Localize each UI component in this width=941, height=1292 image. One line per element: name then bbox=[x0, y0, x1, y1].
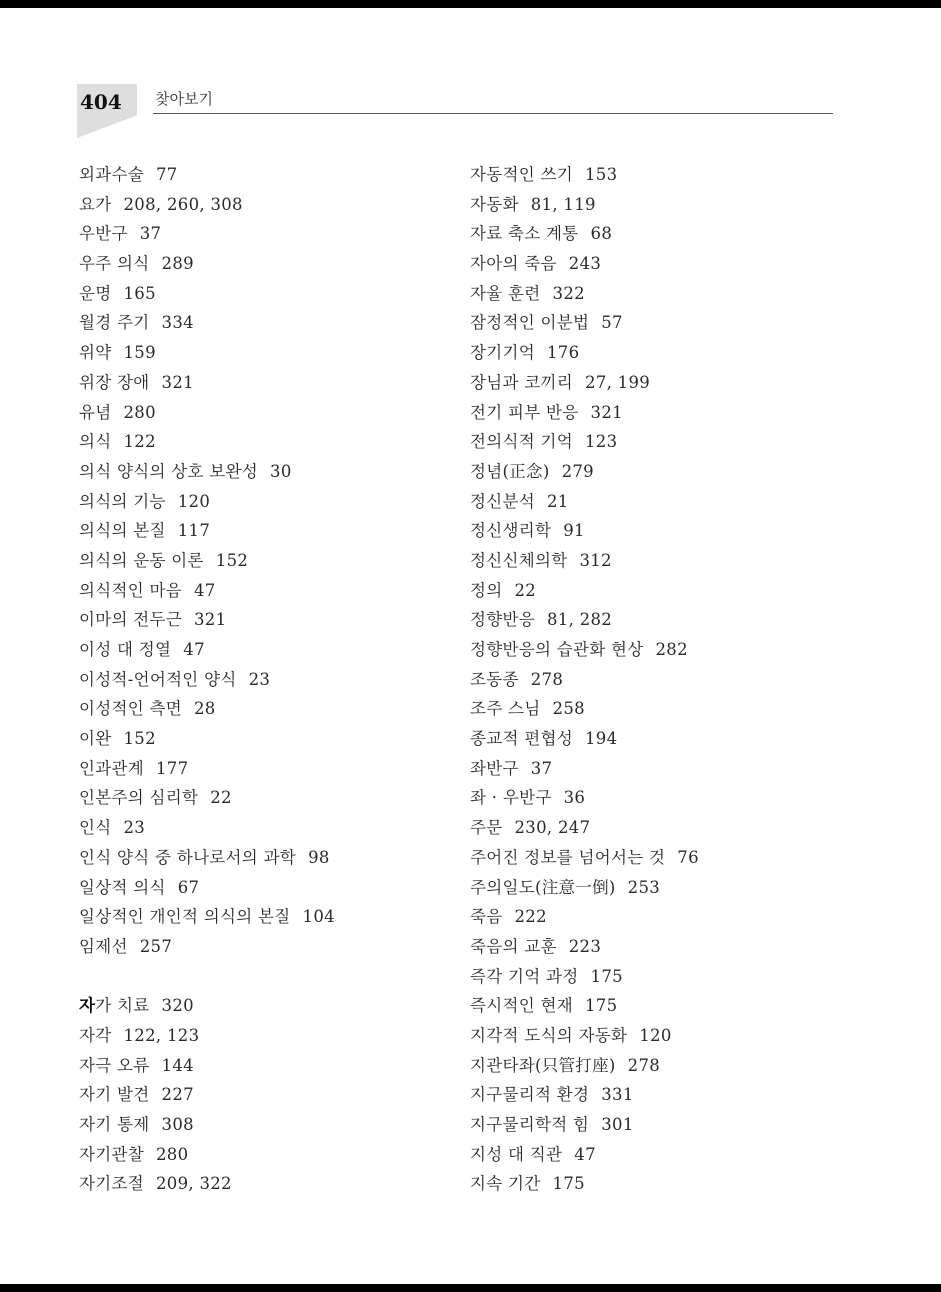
index-entry bbox=[470, 991, 699, 1021]
index-term: 즉시적인 현재 bbox=[470, 996, 573, 1016]
index-pages: 81, 282 bbox=[546, 610, 613, 630]
index-pages: 227 bbox=[161, 1085, 194, 1105]
index-pages: 77 bbox=[155, 165, 178, 184]
index-entry bbox=[79, 516, 335, 546]
index-pages: 23 bbox=[123, 818, 146, 838]
index-pages: 165 bbox=[123, 283, 156, 303]
index-term: 의식 양식의 상호 보완성 bbox=[79, 461, 259, 481]
index-entry bbox=[470, 843, 699, 873]
index-term: 지각적 도식의 자동화 bbox=[470, 1025, 628, 1045]
index-entry bbox=[79, 487, 335, 517]
index-pages: 282 bbox=[655, 640, 688, 659]
index-entry bbox=[79, 1169, 335, 1199]
index-term: 조주 스님 bbox=[470, 699, 541, 719]
index-entry bbox=[79, 457, 335, 487]
index-entry bbox=[470, 962, 699, 992]
index-term: 의식의 기능 bbox=[79, 491, 166, 511]
index-entry bbox=[79, 308, 335, 338]
index-pages: 30 bbox=[270, 461, 292, 481]
index-pages: 37 bbox=[530, 758, 553, 778]
index-pages: 47 bbox=[574, 1144, 596, 1164]
index-term: 자동적인 쓰기 bbox=[470, 165, 573, 184]
index-pages: 175 bbox=[584, 996, 618, 1016]
index-term: 정신분석 bbox=[470, 491, 535, 511]
index-pages: 280 bbox=[123, 402, 156, 422]
section-lead-char: 자 bbox=[79, 996, 96, 1016]
index-entry bbox=[470, 487, 699, 517]
index-term: 위장 장애 bbox=[79, 372, 150, 392]
index-term: 자기 발견 bbox=[79, 1085, 150, 1105]
index-entry bbox=[79, 813, 335, 843]
index-term: 죽음의 교훈 bbox=[470, 936, 557, 956]
index-pages: 175 bbox=[590, 966, 623, 986]
index-entry bbox=[470, 873, 699, 903]
index-pages: 258 bbox=[552, 699, 585, 719]
index-pages: 331 bbox=[601, 1085, 634, 1105]
bottom-border-bar bbox=[0, 1284, 941, 1292]
index-list-right bbox=[470, 160, 699, 1199]
index-term: 주문 bbox=[470, 818, 503, 838]
index-entry bbox=[470, 1080, 699, 1110]
index-pages: 321 bbox=[590, 402, 623, 422]
index-pages: 153 bbox=[584, 165, 618, 184]
index-term: 지관타좌(只管打座) bbox=[470, 1055, 616, 1075]
index-entry bbox=[470, 160, 699, 190]
index-term: 이완 bbox=[79, 729, 112, 749]
index-entry bbox=[470, 279, 699, 309]
index-entry bbox=[79, 1051, 335, 1081]
index-pages: 230, 247 bbox=[514, 818, 591, 838]
index-term: 자아의 죽음 bbox=[470, 254, 557, 274]
section-spacer bbox=[79, 962, 335, 992]
index-term: 유념 bbox=[79, 402, 112, 422]
index-pages: 104 bbox=[302, 907, 335, 927]
index-entry bbox=[470, 368, 699, 398]
index-entry bbox=[79, 1080, 335, 1110]
index-pages: 120 bbox=[639, 1025, 672, 1045]
index-pages: 278 bbox=[627, 1055, 661, 1075]
index-term: 자기조절 bbox=[79, 1174, 144, 1194]
index-entry bbox=[470, 724, 699, 754]
index-pages: 122 bbox=[123, 432, 156, 452]
index-term: 전기 피부 반응 bbox=[470, 402, 579, 422]
index-pages: 57 bbox=[601, 313, 623, 333]
index-term: 전의식적 기억 bbox=[470, 432, 573, 452]
index-pages: 27, 199 bbox=[584, 372, 651, 392]
index-pages: 222 bbox=[514, 907, 547, 927]
index-term: 지속 기간 bbox=[470, 1174, 541, 1194]
index-pages: 289 bbox=[161, 254, 194, 274]
index-entry bbox=[79, 160, 335, 190]
index-entry bbox=[470, 1169, 699, 1199]
index-entry bbox=[470, 813, 699, 843]
index-entry bbox=[79, 219, 335, 249]
index-entry bbox=[79, 843, 335, 873]
index-entry bbox=[470, 932, 699, 962]
index-pages: 278 bbox=[530, 669, 564, 689]
index-pages: 223 bbox=[568, 936, 602, 956]
index-pages: 176 bbox=[546, 343, 580, 363]
index-pages: 175 bbox=[552, 1174, 585, 1194]
index-pages: 321 bbox=[193, 610, 227, 630]
index-pages: 21 bbox=[546, 491, 569, 511]
index-pages: 280 bbox=[155, 1144, 189, 1164]
index-pages: 22 bbox=[514, 580, 537, 600]
section-title: 찾아보기 bbox=[155, 90, 213, 108]
index-pages: 279 bbox=[561, 461, 594, 481]
index-pages: 312 bbox=[579, 550, 612, 570]
index-entry bbox=[79, 1021, 335, 1051]
index-term: 조동종 bbox=[470, 669, 519, 689]
index-entry bbox=[470, 605, 699, 635]
header-rule bbox=[153, 113, 833, 114]
index-term: 인본주의 심리학 bbox=[79, 788, 199, 808]
index-entry bbox=[79, 902, 335, 932]
index-term: 종교적 편협성 bbox=[470, 729, 573, 749]
index-term: 이마의 전두근 bbox=[79, 610, 182, 630]
index-entry bbox=[79, 694, 335, 724]
index-pages: 144 bbox=[161, 1055, 194, 1075]
index-term: 인식 bbox=[79, 818, 112, 838]
index-entry bbox=[79, 249, 335, 279]
index-term: 정신생리학 bbox=[470, 521, 552, 541]
index-entry bbox=[470, 308, 699, 338]
index-pages: 122, 123 bbox=[123, 1025, 200, 1045]
index-term: 지성 대 직관 bbox=[470, 1144, 563, 1164]
index-entry bbox=[470, 516, 699, 546]
index-entry bbox=[470, 665, 699, 695]
index-term: 좌반구 bbox=[470, 758, 519, 778]
index-term: 위약 bbox=[79, 343, 112, 363]
index-term: 자각 bbox=[79, 1025, 112, 1045]
index-pages: 152 bbox=[215, 550, 249, 570]
index-term: 이성적인 측면 bbox=[79, 699, 182, 719]
index-entry bbox=[79, 665, 335, 695]
index-pages: 81, 119 bbox=[530, 194, 596, 214]
index-entry bbox=[470, 398, 699, 428]
index-term: 인식 양식 중 하나로서의 과학 bbox=[79, 847, 297, 867]
index-entry bbox=[79, 605, 335, 635]
index-pages: 334 bbox=[161, 313, 194, 333]
index-entry bbox=[470, 754, 699, 784]
index-entry bbox=[470, 457, 699, 487]
index-pages: 120 bbox=[177, 491, 211, 511]
index-term: 자율 훈련 bbox=[470, 283, 541, 303]
index-pages: 91 bbox=[563, 521, 585, 541]
index-entry bbox=[470, 427, 699, 457]
index-term: 정의 bbox=[470, 580, 503, 600]
index-term: 장님과 코끼리 bbox=[470, 372, 573, 392]
index-pages: 98 bbox=[308, 847, 330, 867]
index-entry bbox=[79, 754, 335, 784]
index-term: 자기 통제 bbox=[79, 1115, 150, 1134]
index-pages: 67 bbox=[177, 877, 200, 897]
index-entry bbox=[79, 368, 335, 398]
index-term: 임제선 bbox=[79, 936, 128, 956]
index-pages: 194 bbox=[584, 729, 618, 749]
index-term: 일상적인 개인적 의식의 본질 bbox=[79, 907, 291, 927]
index-entry bbox=[470, 635, 699, 665]
index-pages: 37 bbox=[139, 224, 162, 244]
index-pages: 253 bbox=[627, 877, 661, 897]
index-pages: 177 bbox=[155, 758, 189, 778]
index-entry bbox=[470, 190, 699, 220]
index-entry bbox=[470, 338, 699, 368]
index-term: 정신신체의학 bbox=[470, 550, 568, 570]
index-entry bbox=[470, 694, 699, 724]
index-pages: 22 bbox=[210, 788, 232, 808]
index-entry bbox=[470, 249, 699, 279]
index-entry bbox=[79, 873, 335, 903]
index-term: 의식적인 마음 bbox=[79, 580, 182, 600]
index-term: 의식의 운동 이론 bbox=[79, 550, 204, 570]
index-term: 일상적 의식 bbox=[79, 877, 166, 897]
index-term: 주의일도(注意一倒) bbox=[470, 877, 616, 897]
index-term: 우주 의식 bbox=[79, 254, 150, 274]
index-term: 이성적-언어적인 양식 bbox=[79, 669, 237, 689]
index-column-right bbox=[470, 160, 699, 1199]
index-term: 자료 축소 계통 bbox=[470, 224, 579, 244]
index-entry bbox=[79, 724, 335, 754]
index-entry bbox=[470, 546, 699, 576]
index-term: 운명 bbox=[79, 283, 112, 303]
index-term-rest: 가 치료 bbox=[95, 996, 150, 1016]
index-pages: 47 bbox=[183, 640, 205, 659]
index-term: 우반구 bbox=[79, 224, 128, 244]
index-pages: 28 bbox=[193, 699, 216, 719]
index-entry bbox=[470, 1021, 699, 1051]
index-entry bbox=[79, 783, 335, 813]
index-pages: 321 bbox=[161, 372, 194, 392]
index-list-left-ja bbox=[79, 1021, 335, 1199]
index-entry bbox=[470, 902, 699, 932]
index-entry bbox=[79, 427, 335, 457]
index-entry bbox=[79, 576, 335, 606]
index-term: 요가 bbox=[79, 194, 112, 214]
index-term: 자동화 bbox=[470, 194, 519, 214]
index-term: 정향반응의 습관화 현상 bbox=[470, 640, 644, 659]
index-column-left bbox=[79, 160, 335, 1199]
index-term: 이성 대 정열 bbox=[79, 640, 172, 659]
index-term: 외과수술 bbox=[79, 165, 144, 184]
page-header bbox=[77, 84, 833, 144]
index-entry bbox=[79, 546, 335, 576]
index-entry bbox=[79, 635, 335, 665]
top-border-bar bbox=[0, 0, 941, 8]
index-entry bbox=[79, 338, 335, 368]
index-pages: 308 bbox=[161, 1115, 194, 1134]
index-entry bbox=[79, 190, 335, 220]
index-entry bbox=[470, 576, 699, 606]
index-pages: 301 bbox=[601, 1115, 634, 1134]
index-pages: 320 bbox=[161, 996, 194, 1016]
index-entry bbox=[470, 1110, 699, 1140]
index-pages: 47 bbox=[193, 580, 216, 600]
index-term: 잠정적인 이분법 bbox=[470, 313, 590, 333]
index-pages: 208, 260, 308 bbox=[123, 194, 243, 214]
index-term: 정향반응 bbox=[470, 610, 535, 630]
index-entry bbox=[79, 279, 335, 309]
index-term bbox=[79, 991, 150, 1021]
index-term: 장기기억 bbox=[470, 343, 535, 363]
index-pages: 68 bbox=[590, 224, 613, 244]
index-list-left bbox=[79, 160, 335, 962]
index-term: 즉각 기억 과정 bbox=[470, 966, 579, 986]
index-pages: 123 bbox=[584, 432, 618, 452]
index-entry bbox=[79, 932, 335, 962]
index-entry bbox=[79, 1110, 335, 1140]
index-pages: 76 bbox=[677, 847, 699, 867]
index-pages: 257 bbox=[139, 936, 173, 956]
index-term: 월경 주기 bbox=[79, 313, 150, 333]
index-term: 죽음 bbox=[470, 907, 503, 927]
index-entry bbox=[79, 398, 335, 428]
index-term: 의식 bbox=[79, 432, 112, 452]
index-term: 지구물리학적 힘 bbox=[470, 1115, 590, 1134]
index-term: 주어진 정보를 넘어서는 것 bbox=[470, 847, 666, 867]
index-entry bbox=[470, 1140, 699, 1170]
index-pages: 243 bbox=[568, 254, 602, 274]
index-term: 의식의 본질 bbox=[79, 521, 166, 541]
page-number: 404 bbox=[80, 90, 122, 114]
index-term: 자기관찰 bbox=[79, 1144, 144, 1164]
index-pages: 209, 322 bbox=[155, 1174, 232, 1194]
index-term: 정념(正念) bbox=[470, 461, 550, 481]
index-pages: 36 bbox=[563, 788, 586, 808]
index-pages: 159 bbox=[123, 343, 156, 363]
index-entry bbox=[470, 219, 699, 249]
index-entry bbox=[79, 991, 335, 1021]
index-entry bbox=[470, 1051, 699, 1081]
index-pages: 152 bbox=[123, 729, 156, 749]
index-term: 지구물리적 환경 bbox=[470, 1085, 590, 1105]
index-pages: 322 bbox=[552, 283, 585, 303]
index-pages: 117 bbox=[177, 521, 211, 541]
index-entry bbox=[470, 783, 699, 813]
index-term: 자극 오류 bbox=[79, 1055, 150, 1075]
index-term: 인과관계 bbox=[79, 758, 144, 778]
index-pages: 23 bbox=[248, 669, 271, 689]
index-term: 좌 · 우반구 bbox=[470, 788, 552, 808]
index-entry bbox=[79, 1140, 335, 1170]
